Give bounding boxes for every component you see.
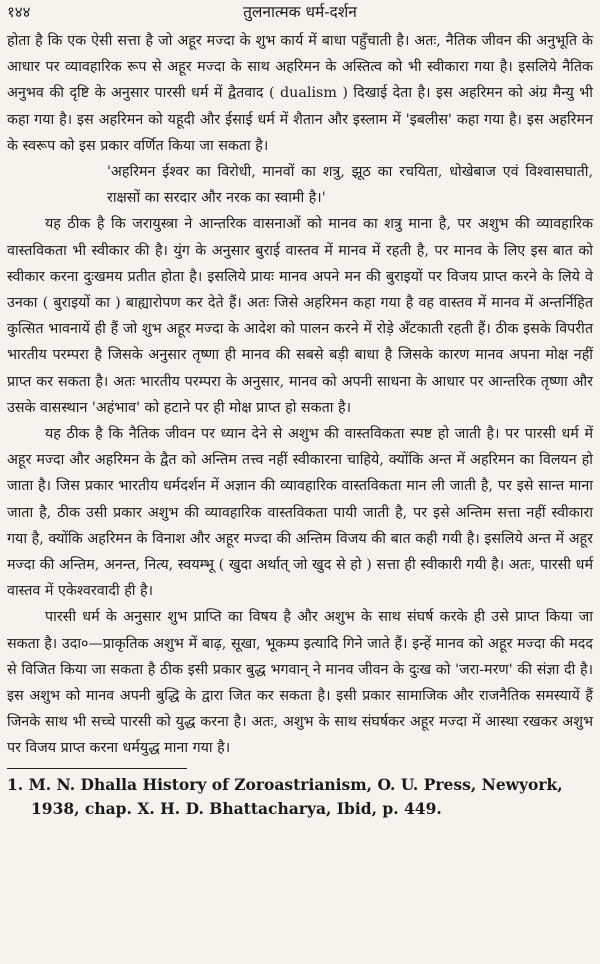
- running-title: तुलनात्मक धर्म-दर्शन: [243, 3, 357, 21]
- page-number: १४४: [7, 3, 31, 21]
- paragraph-struggle: पारसी धर्म के अनुसार शुभ प्राप्ति का विषय है और अशुभ के साथ संघर्ष करके ही उसे प्राप्त किया जा सकता है। उदा०—प्राकृतिक अशुभ में बाढ़, सूखा, भूकम्प इत्यादि गिने जाते हैं। इन्हें मानव को अहूर मज्दा की मदद से विजित किया जा सकता है ठीक इसी प्रकार बुद्ध भगवान् ने मानव जीवन के दुःख को 'जरा-मरण' की संज्ञा दी है। इस अशुभ को मानव अपनी बुद्धि के द्वारा जित कर सकता है। इसी प्रकार सामाजिक और राजनैतिक समस्यायें हैं जिनके साथ भी सच्चे पारसी को युद्ध करना है। अतः, अशुभ के साथ संघर्षकर अहूर मज्दा में आस्था रखकर अशुभ पर विजय प्राप्त करना धर्मयुद्ध माना गया है।: [7, 609, 593, 757]
- footnote: [7, 773, 593, 821]
- footnote-line-1: 1. M. N. Dhalla History of Zoroastrianism, O. U. Press, Newyork,: [7, 774, 563, 794]
- paragraph-zarathustra: यह ठीक है कि जरायुस्त्रा ने आन्तरिक वासनाओं को मानव का शत्रु माना है, पर अशुभ की व्यावहारिक वास्तविकता भी स्वीकार की है। युंग के अनुसार बुराई वास्तव में मानव में रहती है, पर मानव के लिए इस बात को स्वीकार करना दुःखमय प्रतीत होता है। इसलिये प्रायः मानव अपने मन की बुराइयों पर विजय प्राप्त करने के लिये वे उनका ( बुराइयों का ) बाह्यारोपण कर देते हैं। अतः जिसे अहरिमन कहा गया है वह वास्तव में मानव में अन्तर्निहित कुत्सित भावनायें ही हैं जो शुभ अहूर मज्दा के आदेश को पालन करने में रोड़े अँटकाती रहती हैं। ठीक इसके विपरीत भारतीय परम्परा है जिसके अनुसार तृष्णा ही मानव की सबसे बड़ी बाधा है जिसके कारण मानव अपना मोक्ष नहीं प्राप्त कर सकता है। अतः भारतीय परम्परा के अनुसार, मानव को अपनी साधना के आधार पर आन्तरिक तृष्णा और उसके वासस्थान 'अहंभाव' को हटाने पर ही मोक्ष प्राप्त हो सकता है।: [7, 216, 593, 416]
- footnote-divider: [7, 768, 187, 769]
- body-text: [7, 28, 593, 762]
- footnote-line-2: 1938, chap. X. H. D. Bhattacharya, Ibid, p. 449.: [31, 798, 442, 818]
- page-header: [7, 2, 593, 28]
- paragraph-moral-life: यह ठीक है कि नैतिक जीवन पर ध्यान देने से अशुभ की वास्तविकता स्पष्ट हो जाती है। पर पारसी धर्म में अहूर मज्दा और अहरिमन के द्वैत को अन्तिम तत्त्व नहीं स्वीकारना चाहिये, क्योंकि अन्त में अहरिमन का विलयन हो जाता है। जिस प्रकार भारतीय धर्मदर्शन में अज्ञान की व्यावहारिक वास्तविकता मान ली जाती है, पर इसे सान्त माना जाता है, ठीक उसी प्रकार अशुभ की व्यावहारिक वास्तविकता पायी जाती है, पर इसे अन्तिम सत्ता नहीं स्वीकारा गया है, क्योंकि अहरिमन के विनाश और अहूर मज्दा की अन्तिम विजय की बात कही गयी है। इसलिये अन्त में अहूर मज्दा की अन्तिम, अनन्त, नित्य, स्वयम्भू ( खुदा अर्थात् जो खुद से हो ) सत्ता ही स्वीकारी गयी है। अतः, पारसी धर्म वास्तव में एकेश्वरवादी ही है।: [7, 426, 593, 600]
- paragraph-ahriman-intro: होता है कि एक ऐसी सत्ता है जो अहूर मज्दा के शुभ कार्य में बाधा पहुँचाती है। अतः, नैतिक जीवन की अनुभूति के आधार पर व्यावहारिक रूप से अहूर मज्दा के साथ अहरिमन के अस्तित्व को भी स्वीकारा गया है। इसलिये नैतिक अनुभव की दृष्टि के अनुसार पारसी धर्म में द्वैतवाद ( dualism ) दिखाई देता है। इस अहरिमन को अंग्र मैन्यु भी कहा गया है। इस अहरिमन को यहूदी और ईसाई धर्म में शैतान और इस्लाम में 'इबलीस' कहा गया है। इस अहरिमन के स्वरूप को इस प्रकार वर्णित किया जा सकता है।: [7, 33, 593, 154]
- block-quote: 'अहरिमन ईश्वर का विरोधी, मानवों का शत्रु, झूठ का रचयिता, धोखेबाज एवं विश्वासघाती, राक्षसों का सरदार और नरक का स्वामी है।': [107, 164, 593, 207]
